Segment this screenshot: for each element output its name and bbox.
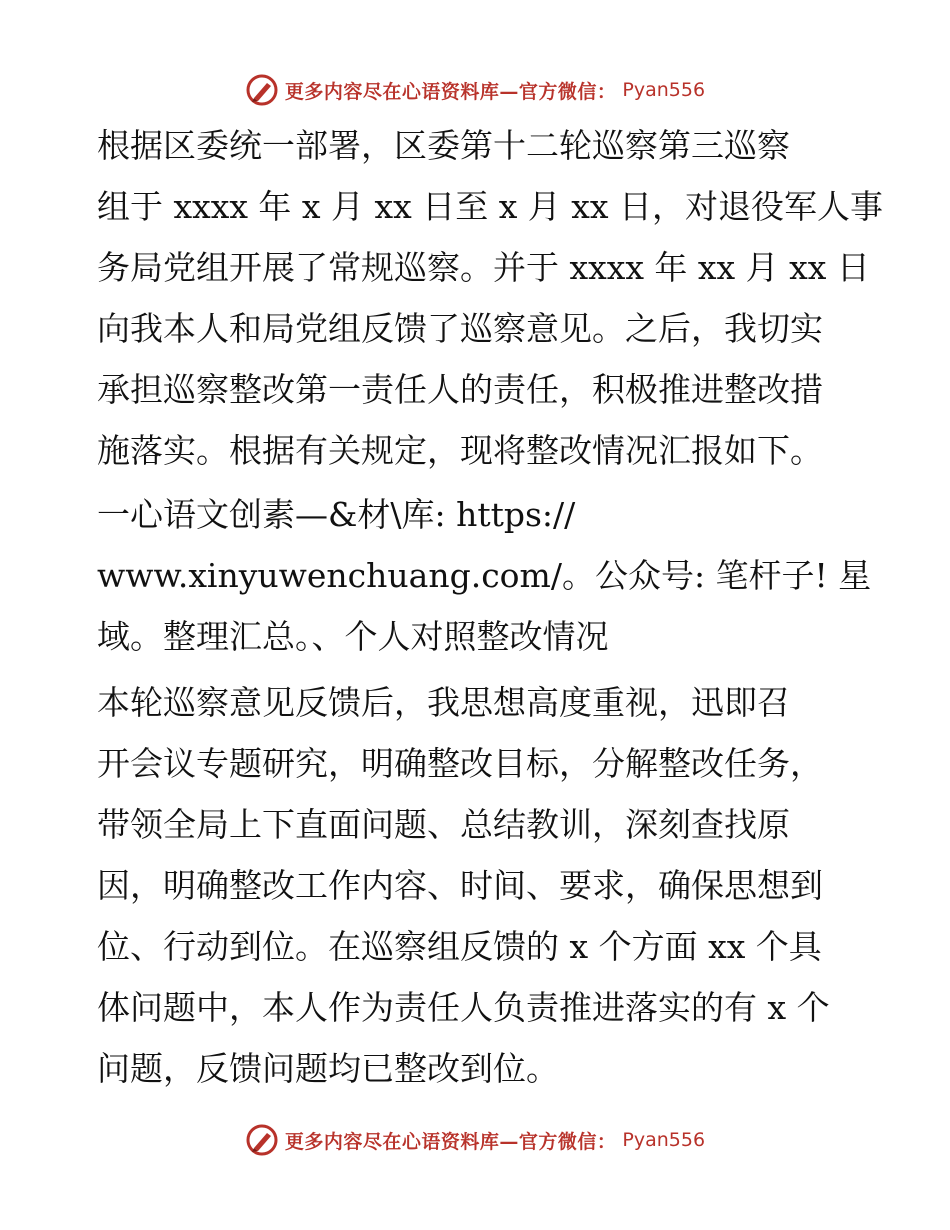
text-line: 施落实。根据有关规定，现将整改情况汇报如下。 xyxy=(97,431,823,470)
watermark-text: 更多内容尽在心语资料库—官方微信： xyxy=(284,80,617,103)
text-line: 体问题中，本人作为责任人负责推进落实的有 x 个 xyxy=(97,988,830,1027)
pen-logo-icon xyxy=(245,73,279,107)
text-line: 问题，反馈问题均已整改到位。 xyxy=(97,1049,559,1088)
header-watermark xyxy=(0,68,950,112)
text-line: 位、行动到位。在巡察组反馈的 x 个方面 xx 个具 xyxy=(97,927,822,966)
text-line: 因，明确整改工作内容、时间、要求，确保思想到 xyxy=(97,866,823,905)
watermark-text: 更多内容尽在心语资料库—官方微信： xyxy=(284,1130,617,1153)
paragraph-source-notice xyxy=(97,484,872,667)
text-line: 向我本人和局党组反馈了巡察意见。之后，我切实 xyxy=(97,309,823,348)
paragraph-rectification-summary xyxy=(97,672,857,1099)
text-line: www.xinyuwenchuang.com/。公众号: 笔杆子! 星 xyxy=(97,556,872,595)
text-line: 务局党组开展了常规巡察。并于 xxxx 年 xx 月 xx 日 xyxy=(97,248,870,287)
watermark-contact: Pyan556 xyxy=(622,1129,706,1151)
pen-logo-icon xyxy=(245,1123,279,1157)
text-line: 承担巡察整改第一责任人的责任，积极推进整改措 xyxy=(97,370,823,409)
text-line: 带领全局上下直面问题、总结教训，深刻查找原 xyxy=(97,805,790,844)
text-line: 域。整理汇总。、个人对照整改情况 xyxy=(97,617,609,656)
watermark-contact: Pyan556 xyxy=(622,79,706,101)
text-line: 一心语文创素—&材\库: https:// xyxy=(97,495,576,534)
text-line: 开会议专题研究，明确整改目标，分解整改任务， xyxy=(97,744,823,783)
paragraph-inspection-background xyxy=(97,115,884,481)
text-line: 组于 xxxx 年 x 月 xx 日至 x 月 xx 日，对退役军人事 xyxy=(97,187,884,226)
footer-watermark xyxy=(0,1118,950,1162)
text-line: 本轮巡察意见反馈后，我思想高度重视，迅即召 xyxy=(97,683,790,722)
text-line: 根据区委统一部署，区委第十二轮巡察第三巡察 xyxy=(97,126,790,165)
